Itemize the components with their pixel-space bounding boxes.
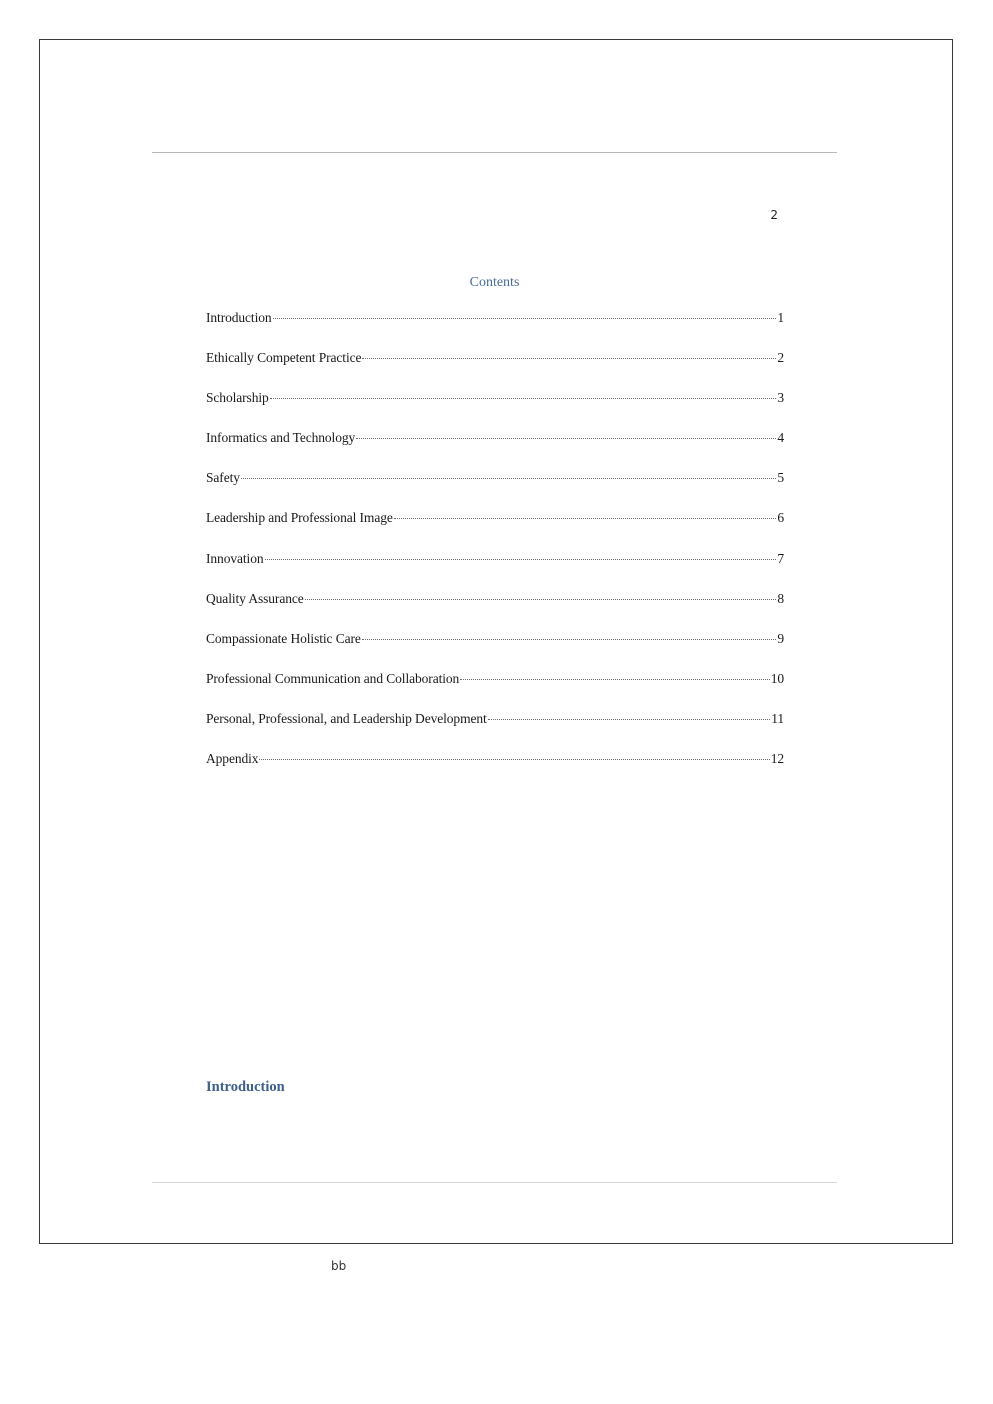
toc-entry[interactable] xyxy=(206,388,784,428)
toc-entry[interactable] xyxy=(206,508,784,548)
contents-title: Contents xyxy=(469,275,520,290)
toc-entry-page-number[interactable]: 11 xyxy=(771,710,784,726)
toc-dot-leader xyxy=(362,639,777,640)
toc-dot-leader xyxy=(362,358,776,359)
toc-dot-leader xyxy=(305,599,777,600)
footer-note: bb xyxy=(331,1259,347,1273)
toc-entry-page-number[interactable]: 8 xyxy=(777,590,784,606)
toc-entry[interactable] xyxy=(206,549,784,589)
toc-dot-leader xyxy=(259,759,769,760)
toc-entry-page-number[interactable]: 4 xyxy=(777,430,784,446)
toc-entry[interactable] xyxy=(206,749,784,789)
toc-entry-page-number[interactable]: 12 xyxy=(770,751,784,767)
toc-entry-label[interactable]: Professional Communication and Collaboration xyxy=(206,670,460,686)
toc-entry-label[interactable]: Introduction xyxy=(206,310,272,325)
toc-entry-page-number[interactable]: 3 xyxy=(777,390,784,406)
toc-entry[interactable] xyxy=(206,669,784,709)
toc-dot-leader xyxy=(265,559,777,560)
toc-dot-leader xyxy=(270,398,777,399)
toc-entry-page-number[interactable]: 2 xyxy=(777,350,784,366)
toc-entry-label[interactable]: Scholarship xyxy=(206,390,269,406)
toc-entry[interactable] xyxy=(206,629,784,669)
toc-entry-label[interactable]: Leadership and Professional Image xyxy=(206,510,393,526)
toc-entry-label[interactable]: Personal, Professional, and Leadership Development xyxy=(206,710,487,726)
toc-entry-page-number[interactable]: 6 xyxy=(777,510,784,526)
toc-entry-page-number[interactable]: 7 xyxy=(777,550,784,566)
toc-entry[interactable] xyxy=(206,709,784,749)
toc-dot-leader xyxy=(356,438,776,439)
footer-rule xyxy=(152,1182,837,1183)
toc-entry[interactable] xyxy=(206,308,784,348)
toc-entry-label[interactable]: Appendix xyxy=(206,751,259,767)
toc-entry-page-number[interactable]: 9 xyxy=(777,630,784,646)
page-number: 2 xyxy=(770,208,778,222)
toc-entry[interactable] xyxy=(206,589,784,629)
toc-entry-label[interactable]: Informatics and Technology xyxy=(206,430,356,446)
table-of-contents xyxy=(206,308,784,789)
toc-entry[interactable] xyxy=(206,428,784,468)
toc-dot-leader xyxy=(460,679,769,680)
toc-entry[interactable] xyxy=(206,348,784,388)
toc-dot-leader xyxy=(273,318,777,319)
header-rule xyxy=(152,152,837,153)
toc-entry-label[interactable]: Compassionate Holistic Care xyxy=(206,630,361,646)
toc-dot-leader xyxy=(488,719,771,720)
toc-entry-page-number[interactable]: 10 xyxy=(770,670,784,686)
toc-entry-page-number[interactable]: 1 xyxy=(777,310,784,325)
toc-dot-leader xyxy=(394,518,777,519)
section-heading-introduction: Introduction xyxy=(206,1079,285,1095)
toc-entry-label[interactable]: Innovation xyxy=(206,550,264,566)
toc-entry[interactable] xyxy=(206,468,784,508)
toc-entry-label[interactable]: Ethically Competent Practice xyxy=(206,350,362,366)
toc-dot-leader xyxy=(241,478,776,479)
toc-entry-label[interactable]: Safety xyxy=(206,470,240,486)
toc-entry-page-number[interactable]: 5 xyxy=(777,470,784,486)
toc-entry-label[interactable]: Quality Assurance xyxy=(206,590,304,606)
